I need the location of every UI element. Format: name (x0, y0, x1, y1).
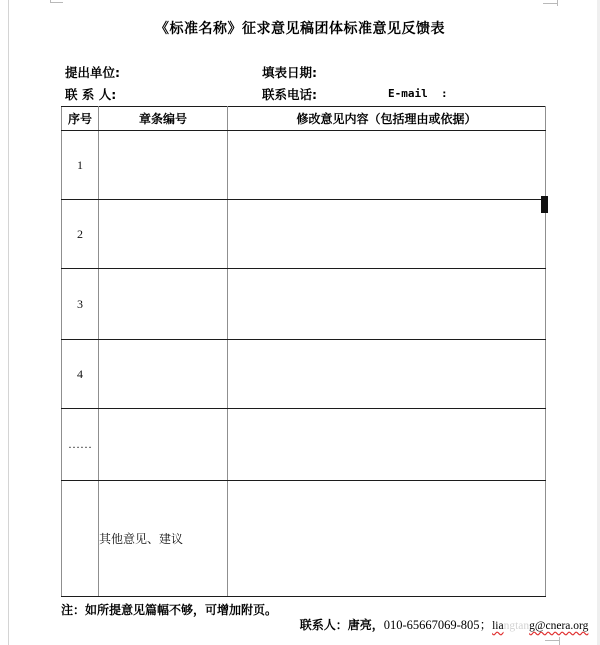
text-boundary-mark-top-left (50, 2, 63, 3)
seq-cell (62, 481, 99, 597)
footer-separator: ； (479, 618, 493, 632)
email-label: E-mail : (388, 87, 448, 100)
article-cell[interactable] (99, 340, 228, 409)
text-boundary-mark-top-right-v (557, 0, 558, 6)
footer-email-faded: ngtan (503, 620, 530, 632)
seq-cell: …… (62, 409, 99, 481)
header-article: 章条编号 (99, 107, 228, 131)
content-cell[interactable] (228, 481, 546, 597)
footer-contact (283, 601, 588, 645)
content-cell[interactable] (228, 200, 546, 269)
footer-email-start: lia (492, 620, 504, 632)
article-cell[interactable]: 其他意见、建议 (99, 481, 228, 597)
table-row (62, 409, 546, 481)
ink-smudge-artifact (541, 196, 548, 213)
article-cell[interactable] (99, 131, 228, 200)
table-row (62, 131, 546, 200)
table-row (62, 200, 546, 269)
page-left-edge (8, 0, 9, 645)
table-row (62, 269, 546, 340)
footer-note: 注：如所提意见篇幅不够，可增加附页。 (61, 603, 278, 617)
contact-label: 联 系 人: (65, 87, 117, 102)
seq-cell: 4 (62, 340, 99, 409)
content-cell[interactable] (228, 340, 546, 409)
footer-phone: 010-65667069-805 (383, 618, 480, 632)
content-cell[interactable] (228, 131, 546, 200)
content-cell[interactable] (228, 409, 546, 481)
table-header-row (62, 107, 546, 131)
seq-cell: 1 (62, 131, 99, 200)
text-boundary-mark-top-left-v (50, 0, 51, 3)
feedback-table (61, 106, 546, 597)
form-title: 《标准名称》征求意见稿团体标准意见反馈表 (155, 21, 445, 37)
article-cell[interactable] (99, 200, 228, 269)
article-cell[interactable] (99, 409, 228, 481)
header-seq: 序号 (62, 107, 99, 131)
phone-label: 联系电话: (262, 87, 317, 102)
content-cell[interactable] (228, 269, 546, 340)
footer-email-end: g@cnera.org (529, 620, 589, 632)
seq-cell: 3 (62, 269, 99, 340)
proposer-label: 提出单位: (65, 65, 120, 80)
header-content: 修改意见内容（包括理由或依据） (228, 107, 546, 131)
table-row-other-comments (62, 481, 546, 597)
seq-cell: 2 (62, 200, 99, 269)
text-boundary-mark-top-right (543, 3, 558, 4)
footer-contact-prefix: 联系人：唐亮， (299, 618, 384, 632)
date-label: 填表日期: (262, 65, 317, 80)
article-cell[interactable] (99, 269, 228, 340)
table-row (62, 340, 546, 409)
